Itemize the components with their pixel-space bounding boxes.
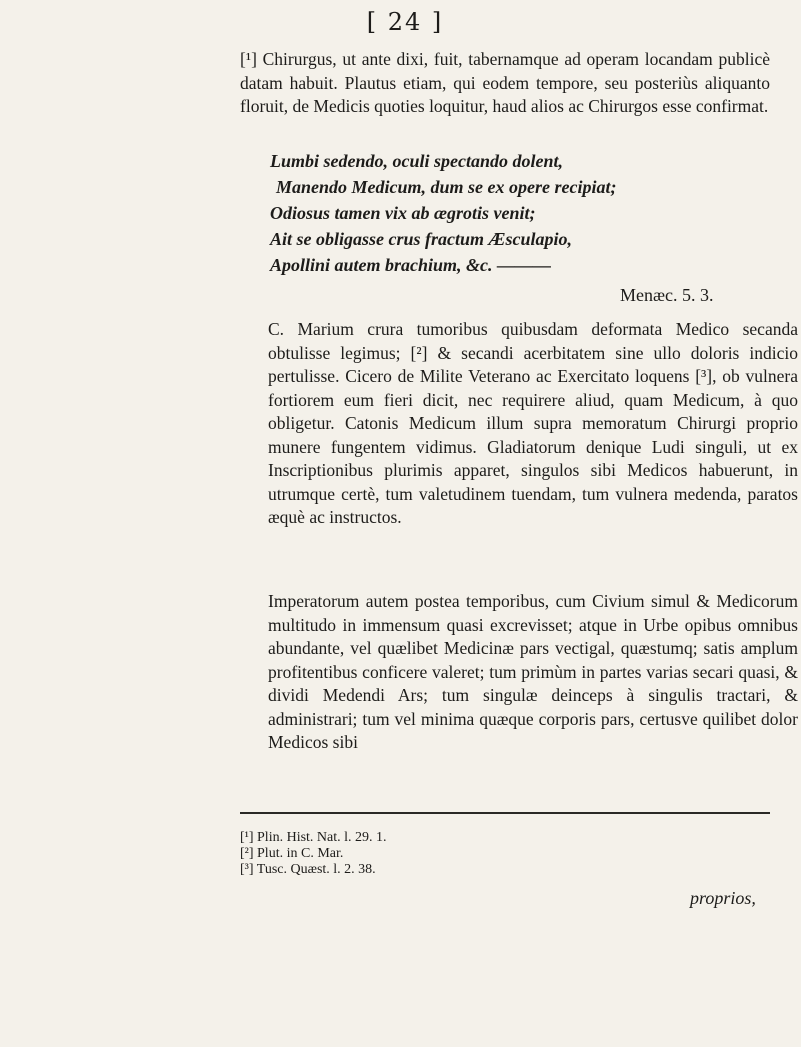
verse-line: Apollini autem brachium, &c. ——— — [270, 255, 552, 275]
paragraph-chirurgus: [¹] Chirurgus, ut ante dixi, fuit, tabernamque ad operam locandam publicè datam habuit. Plautus etiam, qui eodem tempore, seu posteriùs aliquanto floruit, de Medicis quoties loquitur, haud alios ac Chirurgos esse confirmat. — [240, 49, 770, 116]
paragraph-imperatorum: Imperatorum autem postea temporibus, cum Civium simul & Medicorum multitudo in immensum quasi excrevisset; atque in Urbe opibus omnibus abundante, vel quælibet Medicinæ pars vectigal, quæstumq; satis amplum profitentibus conficere valeret; tum primùm in partes varias secari quasi, & dividi Medendi Ars; tum singulæ deinceps à singulis tractari, & administrari; tum vel minima quæque corporis pars, certusve quilibet dolor Medicos sibi — [268, 591, 798, 752]
footnotes — [240, 830, 640, 878]
footnote-divider — [240, 812, 770, 814]
footnote: [¹] Plin. Hist. Nat. l. 29. 1. — [240, 830, 387, 845]
verse-quotation — [270, 148, 770, 278]
catchword: proprios, — [690, 888, 756, 908]
verse-line: Odiosus tamen vix ab ægrotis venit; — [270, 203, 536, 223]
footnote: [³] Tusc. Quæst. l. 2. 38. — [240, 862, 376, 877]
footnote: [²] Plut. in C. Mar. — [240, 846, 344, 861]
verse-line: Ait se obligasse crus fractum Æsculapio, — [270, 229, 573, 249]
verse-source: Menæc. 5. 3. — [620, 285, 714, 305]
paragraph-marius: C. Marium crura tumoribus quibusdam deformata Medico secanda obtulisse legimus; [²] & secandi acerbitatem sine ullo doloris indicio pertulisse. Cicero de Milite Veterano ac Exercitato loquens [³], ob vulnera fortiorem eum fieri dicit, nec requirere aliud, quam Medicum, à quo obligetur. Catonis Medicum illum supra memoratum Chirurgi proprio munere fungentem vidimus. Gladiatorum denique Ludi singuli, ut ex Inscriptionibus plurimis apparet, singulos sibi Medicos habuerunt, in utrumque certè, tum valetudinem tuendam, tum vulnera medenda, paratos æquè ac instructos. — [268, 319, 798, 527]
page-number: [ 24 ] — [366, 8, 444, 36]
verse-line: Lumbi sedendo, oculi spectando dolent, — [270, 151, 564, 171]
verse-line: Manendo Medicum, dum se ex opere recipiat; — [276, 177, 617, 197]
